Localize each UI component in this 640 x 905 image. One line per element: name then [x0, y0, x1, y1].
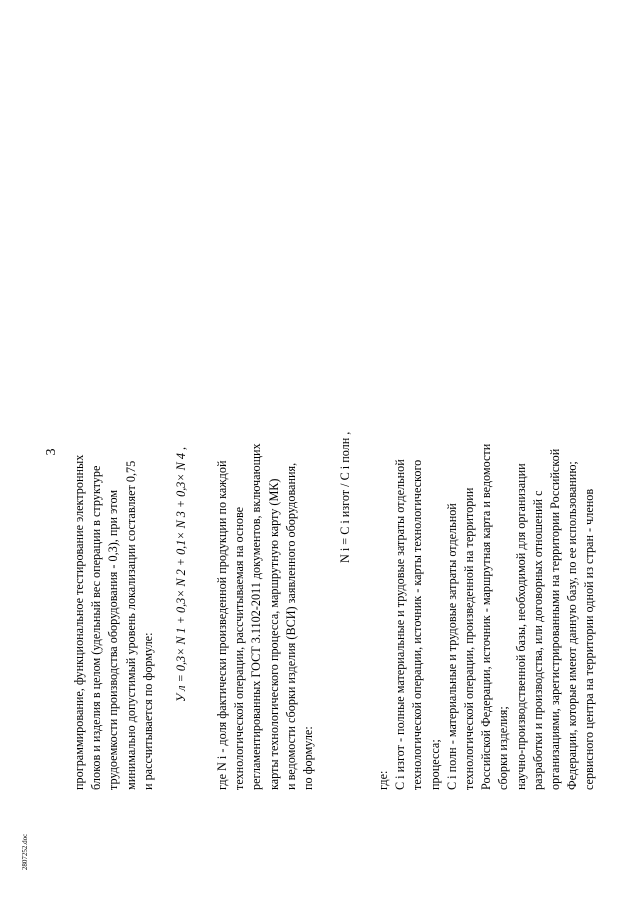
text-line: блоков и изделия в целом (удельный вес операции в структуре — [89, 465, 104, 790]
text-line: разработки и производства, или договорных отношений с — [530, 490, 545, 790]
text-line: Российской Федерации, источник - маршрутная карта и ведомости — [479, 443, 494, 790]
rotated-text-body — [71, 70, 597, 790]
text-line: C i полн - материальные и трудовые затраты отдельной — [444, 503, 459, 790]
text-line: где N i - доля фактически произведенной продукции по каждой — [214, 460, 229, 790]
text-line: и рассчитывается по формуле: — [140, 632, 155, 790]
text-line: C i изгот - полные материальные и трудовые затраты отдельной — [393, 459, 408, 790]
text-line: Федерации, которые имеют данную базу, по ее использованию; — [565, 461, 580, 790]
text-line: технологической операции, рассчитываемая на основе — [232, 506, 247, 790]
share-formula: N i = C i изгот / C i полн , — [338, 431, 353, 563]
text-line: карты технологического процесса, маршрутную карту (МК) — [266, 478, 281, 790]
text-line: регламентированных ГОСТ 3.1102-2011 документов, включающих — [249, 443, 264, 790]
text-line: процесса; — [427, 739, 442, 790]
text-line: технологической операции, произведенной на территории — [462, 487, 476, 790]
text-line: сборки изделия; — [496, 706, 511, 790]
text-line: сервисного центра на территории одной из стран - членов — [582, 488, 597, 790]
text-line: научно-производственной базы, необходимой для организации — [513, 463, 528, 790]
text-line: минимально допустимый уровень локализации составляет 0,75 — [123, 460, 138, 790]
localization-formula: У л = 0,3× N 1 + 0,3× N 2 + 0,1× N 3 + 0,3× N 4 , — [173, 446, 188, 702]
text-line: где: — [376, 770, 391, 790]
text-line: по формуле: — [300, 726, 315, 790]
text-line: и ведомости сборки изделия (ВСИ) заявленного оборудования, — [283, 462, 298, 790]
text-line: организациями, зарегистрированными на территории Российской — [547, 448, 562, 790]
page-number: 3 — [44, 448, 59, 456]
text-line: технологической операции, источник - карты технологического — [410, 459, 425, 790]
text-line: программирование, функциональное тестирование электронных — [72, 454, 86, 790]
document-id: 2807252.doc — [21, 833, 29, 871]
text-line: трудоемкости производства оборудования - 0,3), при этом — [106, 489, 121, 790]
